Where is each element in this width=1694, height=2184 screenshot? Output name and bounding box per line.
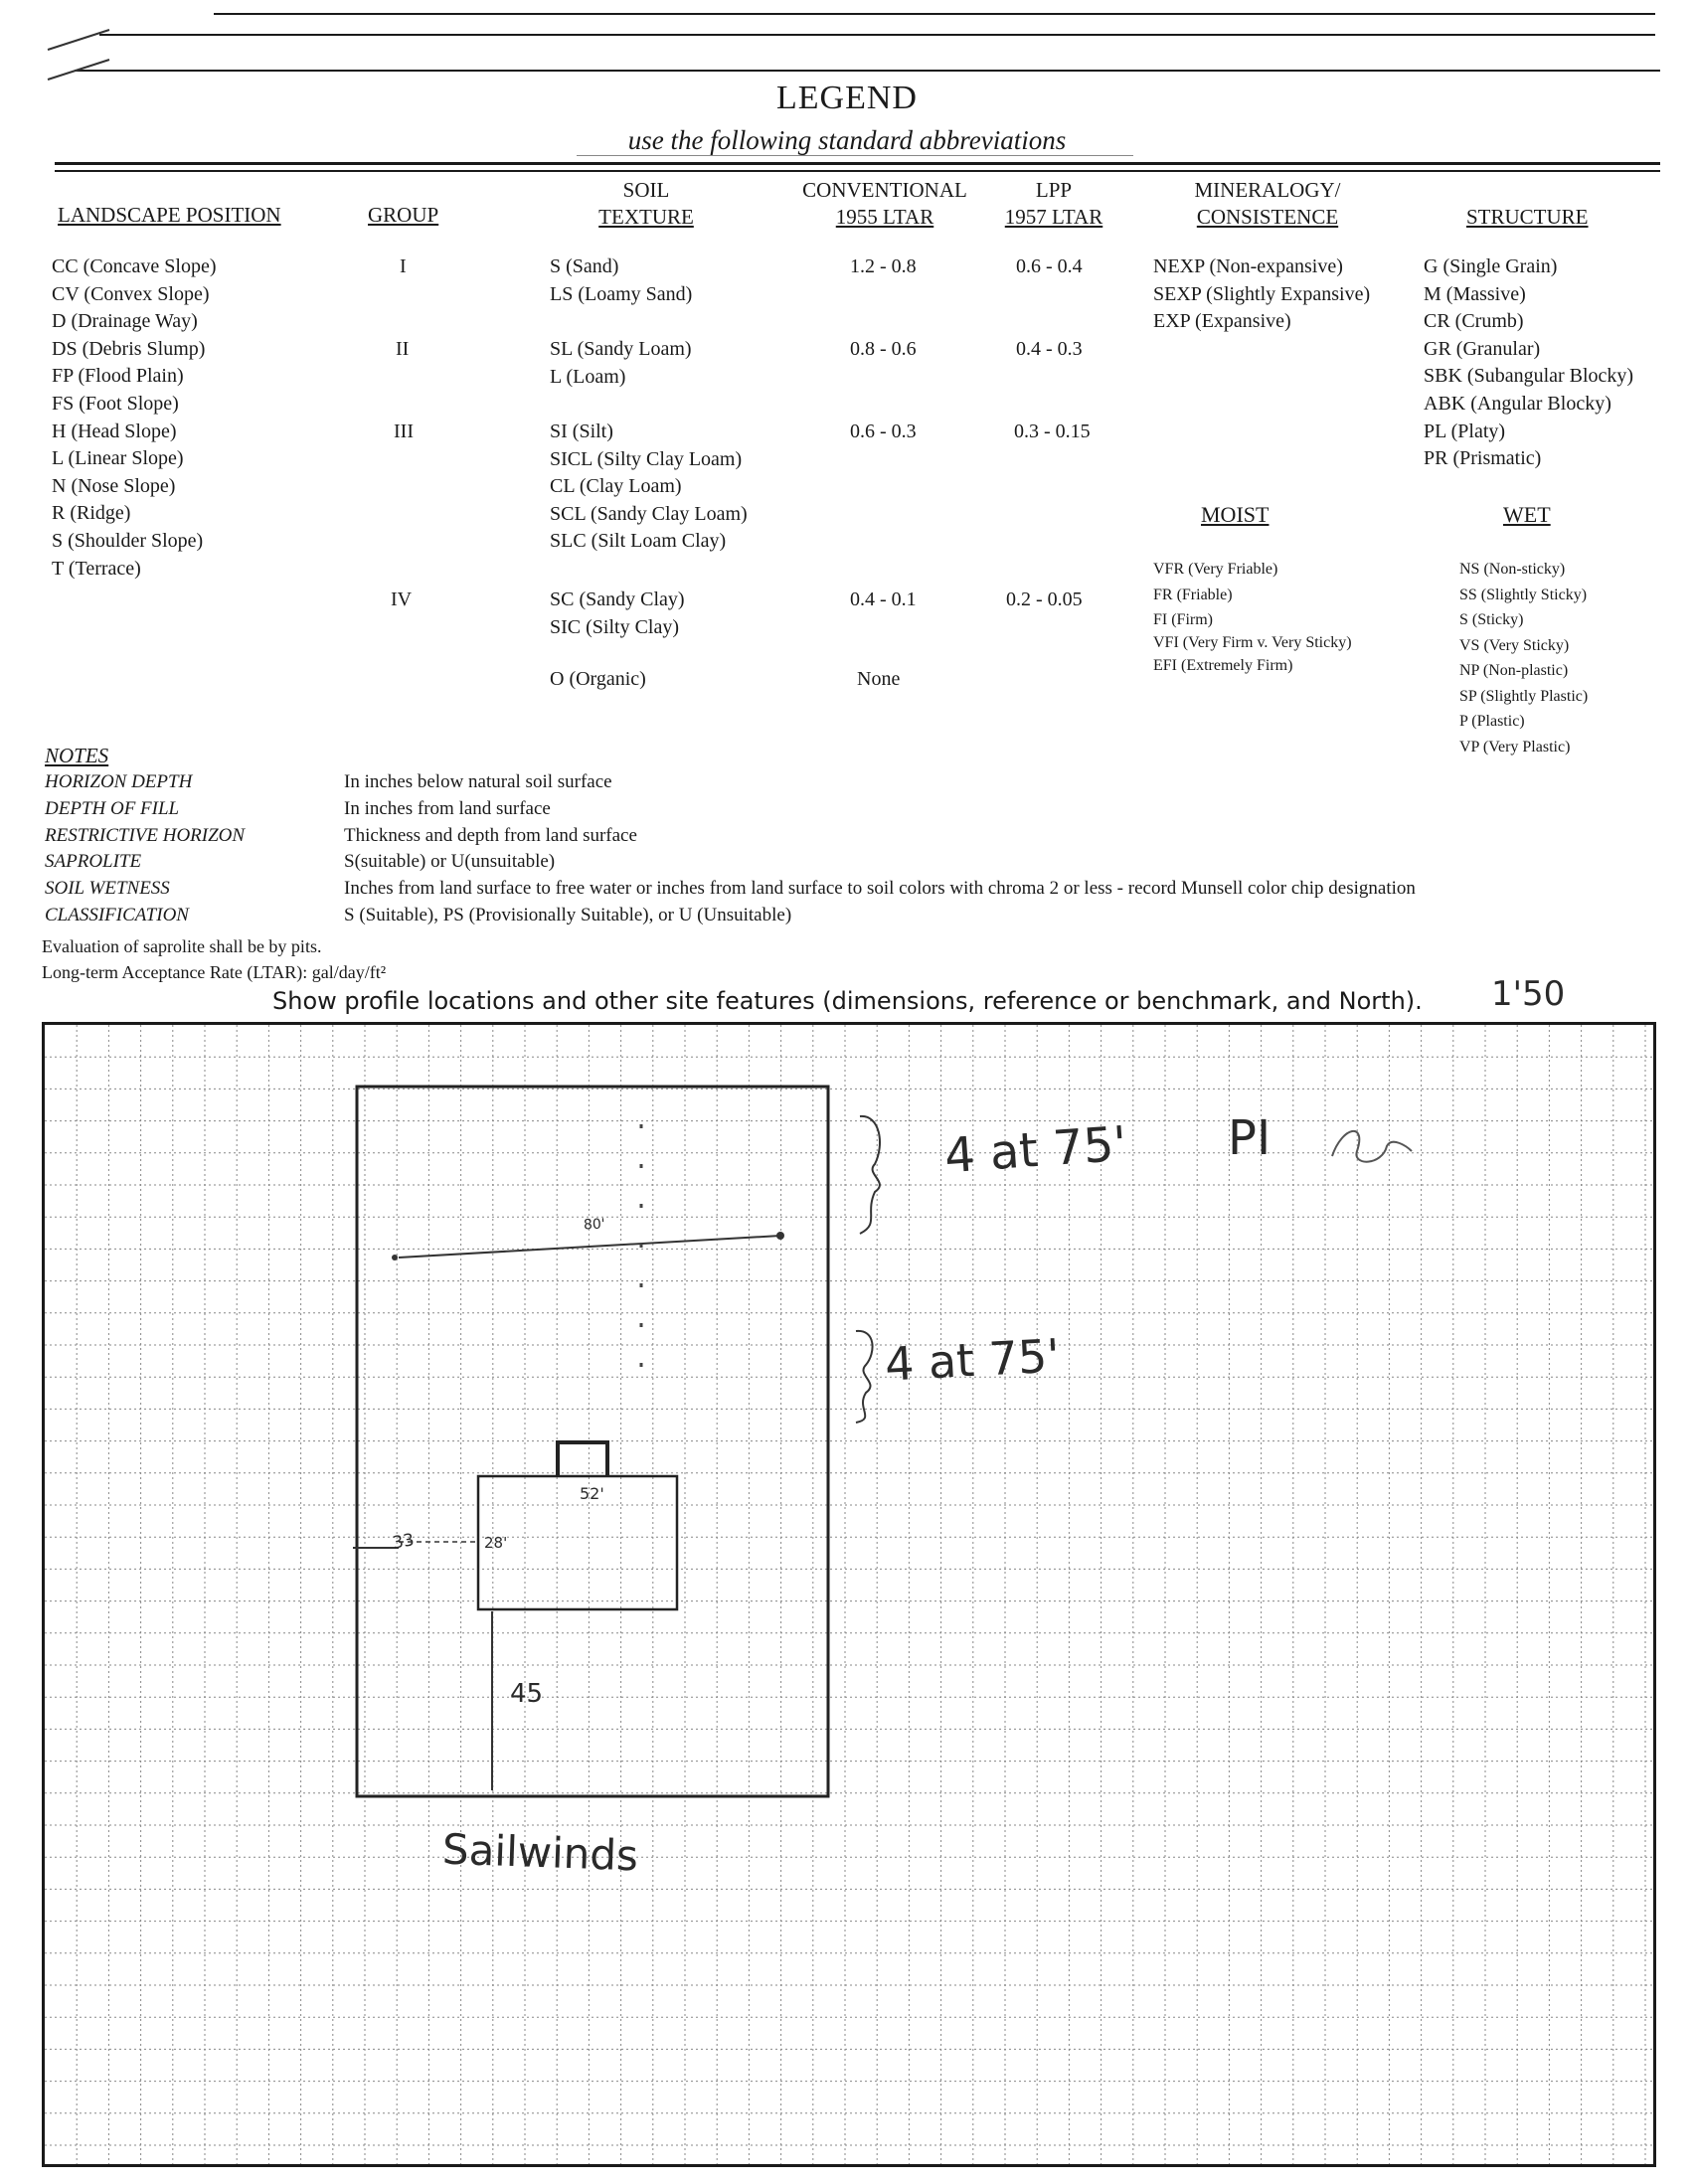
list-item: VP (Very Plastic) [1459,738,1571,756]
organic-conventional: None [857,668,901,690]
legend-title: LEGEND [776,80,918,116]
list-item: VFI (Very Firm v. Very Sticky) [1153,633,1352,651]
notes-footer-ltar: Long-term Acceptance Rate (LTAR): gal/day/ft² [42,962,387,982]
house-depth-label: 28' [484,1534,508,1552]
list-item: SEXP (Slightly Expansive) [1153,282,1371,305]
dimension-line [399,1236,780,1258]
list-item: GR (Granular) [1424,337,1541,360]
site-plan-instruction: Show profile locations and other site features (dimensions, reference or benchmark, and North). [272,987,1423,1015]
list-item: NEXP (Non-expansive) [1153,255,1343,277]
notes-terms [45,769,245,929]
note-1-extra: PI [1228,1110,1271,1166]
list-item: PR (Prismatic) [1424,447,1542,470]
list-item: FR (Friable) [1153,586,1233,603]
dimension-label: 80' [583,1216,606,1234]
mineralogy-list [1153,253,1370,336]
note-term: RESTRICTIVE HORIZON [45,824,246,846]
landscape-position-list [52,253,217,583]
texture-item: SI (Silt) [550,420,613,442]
header-soil-label: SOIL [622,178,670,202]
texture-item: L (Loam) [550,365,626,388]
header-texture-label: TEXTURE [598,205,694,229]
header-soil-texture [592,177,701,231]
structure-list [1424,253,1633,473]
texture-item: SCL (Sandy Clay Loam) [550,502,748,525]
top-rule-3 [75,70,1660,72]
group-label-3: III [394,420,414,442]
header-conventional-label: CONVENTIONAL [802,178,967,202]
texture-item: SICL (Silty Clay Loam) [550,447,743,470]
list-item: SBK (Subangular Blocky) [1424,365,1634,388]
note-desc: Inches from land surface to free water or inches from land surface to soil colors with chroma 2 or less - record Munsell color chip designation [344,878,1416,900]
note-term: DEPTH OF FILL [45,797,180,819]
list-item: G (Single Grain) [1424,255,1558,277]
note-term: SOIL WETNESS [45,878,170,900]
list-item: N (Nose Slope) [52,474,176,497]
site-sketch [45,1025,1653,2164]
subtitle-dotted-rule [577,155,1133,156]
notes-descriptions [344,769,1416,929]
group-3-conventional: 0.6 - 0.3 [850,420,917,442]
top-rule [214,13,1655,15]
texture-item: SIC (Silty Clay) [550,615,680,638]
texture-item: S (Sand) [550,255,619,277]
left-offset-label: 33 [391,1530,417,1554]
list-item: VFR (Very Friable) [1153,561,1278,578]
group-3-lpp: 0.3 - 0.15 [1014,420,1091,442]
header-lpp [984,177,1123,231]
texture-item: LS (Loamy Sand) [550,282,693,305]
list-item: R (Ridge) [52,502,131,525]
list-item: CC (Concave Slope) [52,255,217,277]
texture-item: CL (Clay Loam) [550,475,682,498]
header-lpp-label: LPP [1035,178,1073,202]
note-desc: S (Suitable), PS (Provisionally Suitable), or U (Unsuitable) [344,904,792,925]
legend-subtitle: use the following standard abbreviations [627,125,1067,155]
list-item: FP (Flood Plain) [52,365,184,388]
texture-item: SLC (Silt Loam Clay) [550,530,727,553]
list-item: SP (Slightly Plastic) [1459,687,1589,705]
porch-outline [558,1442,607,1476]
header-mineralogy [1148,177,1387,231]
header-landscape-position: LANDSCAPE POSITION [58,203,281,227]
header-1955-label: 1955 LTAR [835,205,934,229]
group-label-4: IV [391,588,413,610]
dimension-end-dot [776,1232,784,1240]
texture-item: SC (Sandy Clay) [550,588,685,610]
group-1-conventional: 1.2 - 0.8 [850,255,917,277]
group-4-lpp: 0.2 - 0.05 [1006,588,1083,610]
list-item: M (Massive) [1424,282,1526,305]
list-item: H (Head Slope) [52,420,177,442]
list-item: ABK (Angular Blocky) [1424,392,1611,415]
list-item: S (Sticky) [1459,611,1524,628]
list-item: FI (Firm) [1153,611,1213,628]
note-term: HORIZON DEPTH [45,771,193,792]
organic-texture: O (Organic) [550,668,646,690]
group-3-textures [550,419,748,556]
note-desc: In inches below natural soil surface [344,771,612,792]
list-item: CV (Convex Slope) [52,282,210,305]
list-item: T (Terrace) [52,557,141,580]
list-item: VS (Very Sticky) [1459,636,1570,654]
group-label-2: II [396,338,410,360]
wet-list [1459,557,1588,759]
moist-list [1153,557,1352,678]
dimension-start-dot [392,1255,398,1260]
bracket-1 [860,1116,880,1234]
list-item: SS (Slightly Sticky) [1459,586,1588,603]
list-item: S (Shoulder Slope) [52,529,204,552]
bracket-2 [856,1331,873,1423]
header-mineralogy-label: MINERALOGY/ [1194,178,1341,202]
note-term: CLASSIFICATION [45,904,189,925]
group-2-lpp: 0.4 - 0.3 [1016,338,1083,360]
group-1-lpp: 0.6 - 0.4 [1016,255,1083,277]
header-consistence-label: CONSISTENCE [1196,205,1339,229]
header-rule-thick [55,162,1660,165]
group-4-conventional: 0.4 - 0.1 [850,588,917,610]
scale-note: 1'50 [1491,974,1566,1014]
note-1: 4 at 75' [942,1115,1129,1185]
group-1-textures [550,253,692,308]
list-item: CR (Crumb) [1424,310,1524,333]
note-desc: S(suitable) or U(unsuitable) [344,851,556,873]
house-outline [478,1476,677,1609]
top-rule-2 [99,34,1655,36]
note-desc: In inches from land surface [344,797,551,819]
notes-label: NOTES [45,744,109,767]
list-item: DS (Debris Slump) [52,337,206,360]
list-item: EFI (Extremely Firm) [1153,656,1293,674]
header-rule-thin [55,170,1660,172]
group-4-textures [550,587,685,641]
site-plan-grid[interactable] [42,1022,1656,2167]
note-desc: Thickness and depth from land surface [344,824,637,846]
list-item: NS (Non-sticky) [1459,561,1566,578]
site-name: Sailwinds [441,1824,639,1881]
house-width-label: 52' [580,1484,604,1503]
scribble-mark [1327,1116,1417,1176]
note-term: SAPROLITE [45,851,142,873]
list-item: D (Drainage Way) [52,310,198,333]
header-group: GROUP [368,203,439,227]
list-item: P (Plastic) [1459,713,1525,730]
notes-footer-saprolite: Evaluation of saprolite shall be by pits. [42,936,322,956]
header-conventional [785,177,984,231]
list-item: FS (Foot Slope) [52,392,179,415]
moist-label: MOIST [1201,502,1270,527]
list-item: L (Linear Slope) [52,447,184,470]
header-structure: STRUCTURE [1466,205,1589,229]
front-offset-label: 45 [510,1679,544,1709]
list-item: NP (Non-plastic) [1459,662,1569,679]
group-2-textures [550,336,692,391]
header-1957-label: 1957 LTAR [1004,205,1103,229]
list-item: PL (Platy) [1424,420,1506,442]
list-item: EXP (Expansive) [1153,310,1291,333]
group-2-conventional: 0.8 - 0.6 [850,338,917,360]
group-label-1: I [400,255,407,277]
texture-item: SL (Sandy Loam) [550,338,692,360]
note-2: 4 at 75' [883,1328,1062,1392]
wet-label: WET [1503,502,1551,527]
